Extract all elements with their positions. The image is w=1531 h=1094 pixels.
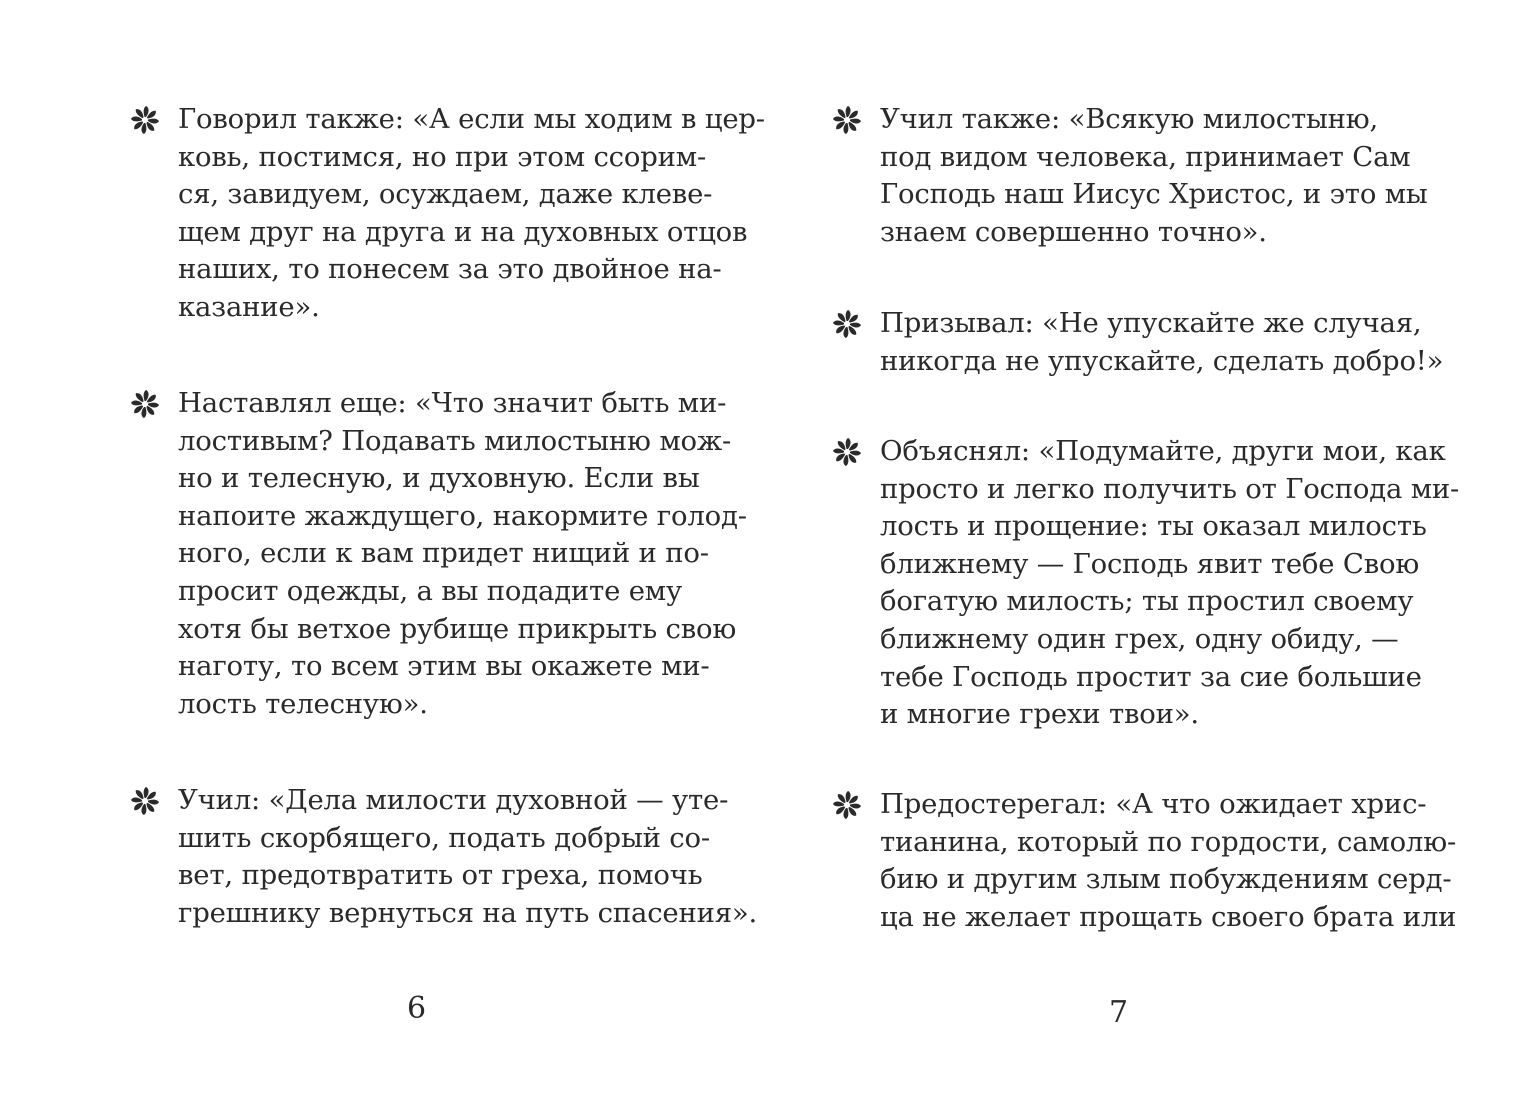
right-entry-1 — [880, 101, 1428, 251]
text-line: под видом человека, принимает Сам — [880, 140, 1411, 173]
text-line: Объяснял: «Подумайте, други мои, как — [880, 435, 1446, 467]
text-line: хотя бы ветхое рубище прикрыть свою — [178, 612, 737, 645]
text-line: напоите жаждущего, накормите голод- — [178, 499, 747, 532]
text-line: Учил: «Дела милости духовной — уте- — [178, 784, 729, 816]
text-line: ся, завидуем, осуждаем, даже клеве- — [178, 178, 713, 211]
text-line: тебе Господь простит за сие большие — [880, 660, 1422, 693]
text-line: но и телесную, и духовную. Если вы — [178, 462, 700, 495]
text-line: шить скорбящего, подать добрый со- — [178, 821, 710, 854]
text-line: щем друг на друга и на духовных отцов — [178, 215, 748, 248]
text-line: Учил также: «Всякую милостыню, — [880, 103, 1379, 135]
right-entry-3 — [880, 433, 1459, 734]
text-line: ца не желает прощать своего брата или — [880, 900, 1457, 933]
text-line: Говорил также: «А если мы ходим в цер- — [178, 103, 765, 135]
text-line: ковь, постимся, но при этом ссорим- — [178, 140, 707, 173]
text-line: грешнику вернуться на путь спасения». — [178, 896, 758, 929]
text-line: Предостерегал: «А что ожидает хрис- — [880, 788, 1427, 820]
text-line: ближнему — Господь явит тебе Свою — [880, 547, 1420, 580]
text-line: лостивым? Подавать милостыню мож- — [178, 424, 732, 457]
text-line: лость и прощение: ты оказал милость — [880, 510, 1427, 543]
text-line: казание». — [178, 290, 320, 323]
left-entry-1 — [178, 101, 765, 327]
flower-ornament-icon — [130, 389, 160, 419]
text-line: ближнему один грех, одну обиду, — — [880, 622, 1399, 655]
right-page — [765, 0, 1531, 1094]
text-line: Наставлял еще: «Что значит быть ми- — [178, 387, 727, 419]
text-line: просит одежды, а вы подадите ему — [178, 574, 682, 607]
text-line: тианина, который по гордости, самолю- — [880, 825, 1457, 858]
flower-ornament-icon — [832, 309, 862, 339]
text-line: знаем совершенно точно». — [880, 215, 1267, 248]
flower-ornament-icon — [832, 105, 862, 135]
left-entry-2 — [178, 385, 747, 723]
text-line: вет, предотвратить от греха, помочь — [178, 859, 703, 892]
text-line: богатую милость; ты простил своему — [880, 585, 1414, 618]
text-line: никогда не упускайте, сделать добро!» — [880, 344, 1444, 377]
flower-ornament-icon — [130, 105, 160, 135]
text-line: наготу, то всем этим вы окажете ми- — [178, 650, 710, 683]
text-line: бию и другим злым побуждениям серд- — [880, 863, 1452, 896]
right-entry-4 — [880, 786, 1456, 936]
page-number: 7 — [1109, 995, 1129, 1030]
right-entry-2 — [880, 305, 1443, 380]
text-line: Призывал: «Не упускайте же случая, — [880, 307, 1422, 339]
left-entry-3 — [178, 782, 757, 932]
left-page — [0, 0, 765, 1094]
text-line: просто и легко получить от Господа ми- — [880, 472, 1460, 505]
page-number: 6 — [407, 991, 427, 1026]
flower-ornament-icon — [832, 790, 862, 820]
flower-ornament-icon — [832, 437, 862, 467]
text-line: Господь наш Иисус Христос, и это мы — [880, 178, 1428, 211]
text-line: и многие грехи твои». — [880, 698, 1199, 731]
text-line: наших, то понесем за это двойное на- — [178, 253, 722, 286]
flower-ornament-icon — [130, 786, 160, 816]
text-line: лость телесную». — [178, 687, 428, 720]
text-line: ного, если к вам придет нищий и по- — [178, 537, 709, 570]
